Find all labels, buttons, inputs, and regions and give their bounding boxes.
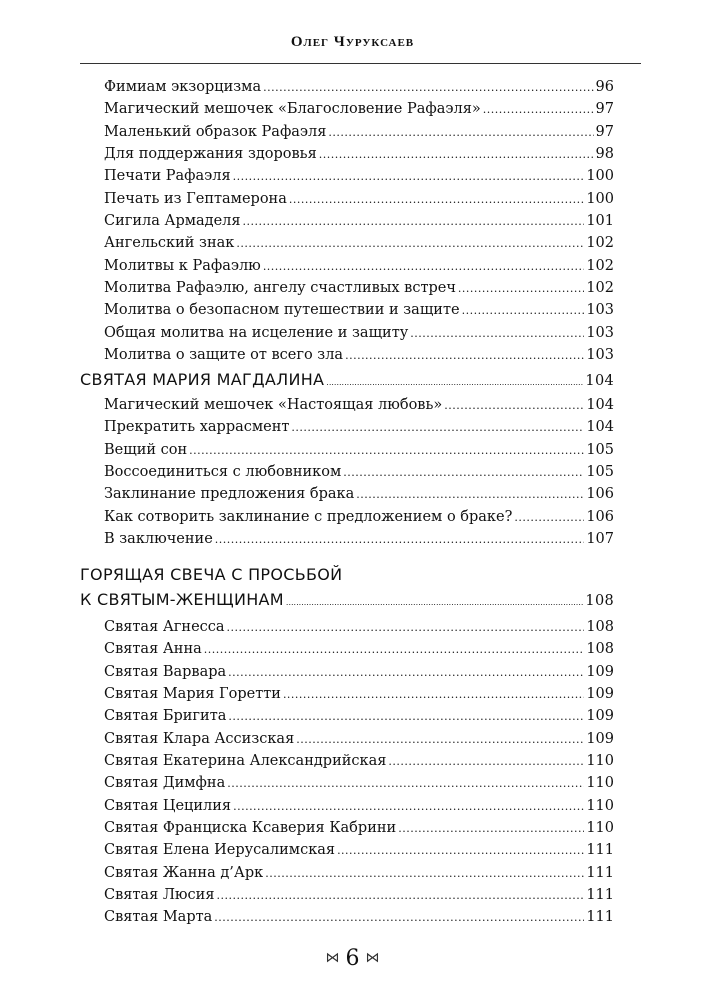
entry-title: Фимиам экзорцизма [104, 79, 262, 95]
dot-leader [263, 79, 593, 95]
dot-leader [243, 213, 585, 229]
dot-leader [458, 280, 584, 296]
header-rule [80, 63, 641, 64]
toc-entry[interactable] [104, 641, 614, 663]
entry-page: 106 [586, 486, 614, 503]
section-heading-candle[interactable] [80, 565, 614, 615]
page-footer [0, 946, 705, 971]
dot-leader [204, 641, 585, 657]
toc-entry[interactable] [104, 419, 614, 441]
toc-group-2 [104, 397, 614, 553]
dot-leader [233, 168, 585, 184]
toc-entry[interactable] [104, 79, 614, 101]
entry-title: Молитва о безопасном путешествии и защите [104, 302, 460, 319]
dot-leader [328, 124, 593, 140]
toc-entry[interactable] [104, 531, 614, 553]
entry-page: 110 [586, 820, 614, 837]
toc-entry[interactable] [104, 146, 614, 168]
toc-entry[interactable] [104, 619, 614, 641]
entry-title: Святая Анна [104, 641, 202, 658]
entry-title: Святая Димфна [104, 775, 226, 792]
dot-leader [283, 686, 584, 702]
entry-page: 104 [586, 397, 614, 413]
toc-entry[interactable] [104, 664, 614, 686]
entry-page: 111 [586, 887, 614, 904]
toc-group-1 [104, 79, 614, 369]
toc-entry[interactable] [104, 258, 614, 280]
entry-title: Святая Люсия [104, 887, 215, 904]
toc-group-3 [104, 619, 614, 932]
entry-title: Ангельский знак [104, 235, 235, 252]
entry-page: 97 [595, 123, 614, 140]
dot-leader [345, 347, 584, 363]
page-number: 6 [345, 946, 360, 971]
entry-page: 104 [586, 419, 614, 436]
dot-leader [228, 664, 584, 680]
toc-entry[interactable] [104, 865, 614, 887]
entry-page: 105 [586, 441, 614, 458]
entry-page: 102 [586, 280, 614, 297]
entry-title: Молитва о защите от всего зла [104, 347, 344, 364]
toc-entry[interactable] [104, 168, 614, 190]
entry-title: Прекратить харрасмент [104, 419, 290, 436]
toc-entry[interactable] [104, 486, 614, 508]
entry-page: 111 [586, 864, 614, 881]
section-page: 108 [585, 593, 614, 609]
entry-page: 109 [586, 708, 614, 725]
entry-page: 96 [595, 79, 614, 95]
entry-page: 111 [586, 842, 614, 859]
toc-entry[interactable] [104, 820, 614, 842]
dot-leader [291, 419, 584, 435]
entry-title: Святая Варвара [104, 663, 227, 680]
dot-leader [289, 191, 584, 207]
entry-page: 103 [586, 347, 614, 364]
entry-page: 105 [586, 464, 614, 481]
toc-entry[interactable] [104, 909, 614, 931]
entry-title: Святая Агнесса [104, 619, 225, 635]
entry-page: 111 [586, 909, 614, 926]
entry-title: Для поддержания здоровья [104, 146, 317, 163]
ornament-right-icon: ⋈ [365, 950, 380, 966]
entry-page: 97 [595, 101, 614, 118]
entry-title: Маленький образок Рафаэля [104, 123, 327, 140]
toc-entry[interactable] [104, 302, 614, 324]
entry-page: 100 [586, 168, 614, 185]
dot-leader [337, 842, 584, 858]
entry-title: Печати Рафаэля [104, 168, 231, 185]
toc-entry[interactable] [104, 280, 614, 302]
entry-page: 102 [586, 257, 614, 274]
entry-page: 102 [586, 235, 614, 252]
entry-title: Заклинание предложения брака [104, 486, 355, 503]
dot-leader [462, 302, 585, 318]
dot-leader [319, 146, 594, 162]
dot-leader [189, 442, 584, 458]
section-title-line1: ГОРЯЩАЯ СВЕЧА С ПРОСЬБОЙ [80, 565, 343, 584]
entry-page: 110 [586, 797, 614, 814]
entry-title: Святая Клара Ассизская [104, 730, 295, 747]
dot-leader [233, 798, 584, 814]
entry-title: В заключение [104, 531, 213, 548]
dot-leader [398, 820, 584, 836]
entry-page: 106 [586, 508, 614, 525]
dot-leader [326, 370, 583, 389]
toc-entry[interactable] [104, 509, 614, 531]
toc-entry[interactable] [104, 686, 614, 708]
entry-page: 100 [586, 190, 614, 207]
entry-page: 103 [586, 302, 614, 319]
dot-leader [410, 325, 584, 341]
toc-entry[interactable] [104, 464, 614, 486]
dot-leader [214, 909, 584, 925]
entry-page: 98 [595, 146, 614, 163]
dot-leader [215, 531, 585, 547]
entry-title: Святая Цецилия [104, 797, 232, 814]
dot-leader [388, 753, 584, 769]
entry-page: 108 [586, 619, 614, 635]
entry-title: Молитвы к Рафаэлю [104, 257, 261, 274]
dot-leader [217, 887, 585, 903]
ornament-left-icon: ⋈ [325, 950, 340, 966]
toc-entry[interactable] [104, 397, 614, 419]
entry-page: 107 [586, 531, 614, 548]
toc-entry[interactable] [104, 213, 614, 235]
toc-entry[interactable] [104, 753, 614, 775]
entry-title: Воссоединиться с любовником [104, 464, 342, 481]
dot-leader [227, 775, 584, 791]
entry-title: Печать из Гептамерона [104, 190, 287, 207]
entry-title: Святая Мария Горетти [104, 686, 281, 703]
dot-leader [227, 619, 585, 635]
toc-entry[interactable] [104, 708, 614, 730]
entry-page: 108 [586, 641, 614, 658]
toc-entry[interactable] [104, 887, 614, 909]
entry-page: 110 [586, 753, 614, 770]
toc-entry[interactable] [104, 101, 614, 123]
toc-entry[interactable] [104, 124, 614, 146]
dot-leader [286, 590, 584, 609]
entry-title: Как сотворить заклинание с предложением о браке? [104, 508, 513, 525]
entry-title: Молитва Рафаэлю, ангелу счастливых встреч [104, 280, 456, 297]
toc-entry[interactable] [104, 842, 614, 864]
entry-title: Сигила Армаделя [104, 213, 241, 230]
entry-page: 109 [586, 686, 614, 703]
dot-leader [356, 486, 584, 502]
entry-title: Общая молитва на исцеление и защиту [104, 324, 409, 341]
toc-entry[interactable] [104, 325, 614, 347]
dot-leader [263, 258, 585, 274]
dot-leader [343, 464, 584, 480]
toc-entry[interactable] [104, 191, 614, 213]
dot-leader [514, 509, 584, 525]
entry-title: Святая Екатерина Александрийская [104, 753, 387, 770]
entry-title: Святая Марта [104, 909, 213, 926]
toc-entry[interactable] [104, 798, 614, 820]
section-page: 104 [585, 373, 614, 389]
dot-leader [296, 731, 584, 747]
toc-entry[interactable] [104, 442, 614, 464]
entry-title: Вещий сон [104, 441, 188, 458]
entry-title: Святая Жанна д’Арк [104, 864, 264, 881]
dot-leader [228, 708, 584, 724]
dot-leader [444, 397, 584, 413]
running-header: Олег Чуруксаев [290, 34, 415, 50]
section-title-line2: К СВЯТЫМ-ЖЕНЩИНАМ [80, 590, 284, 609]
entry-page: 109 [586, 663, 614, 680]
toc-entry[interactable] [104, 775, 614, 797]
entry-page: 110 [586, 775, 614, 792]
toc-entry[interactable] [104, 235, 614, 257]
dot-leader [483, 101, 594, 117]
entry-title: Святая Бригита [104, 708, 227, 725]
entry-page: 109 [586, 730, 614, 747]
entry-title: Святая Елена Иерусалимская [104, 842, 336, 859]
section-title: СВЯТАЯ МАРИЯ МАГДАЛИНА [80, 370, 325, 389]
toc-entry[interactable] [104, 347, 614, 369]
entry-title: Магический мешочек «Настоящая любовь» [104, 397, 443, 413]
entry-page: 103 [586, 324, 614, 341]
entry-title: Святая Франциска Ксаверия Кабрини [104, 820, 397, 837]
dot-leader [265, 865, 584, 881]
section-heading-magdalene[interactable] [80, 370, 614, 395]
dot-leader [236, 235, 584, 251]
entry-title: Магический мешочек «Благословение Рафаэля» [104, 101, 481, 118]
toc-entry[interactable] [104, 731, 614, 753]
entry-page: 101 [586, 213, 614, 230]
